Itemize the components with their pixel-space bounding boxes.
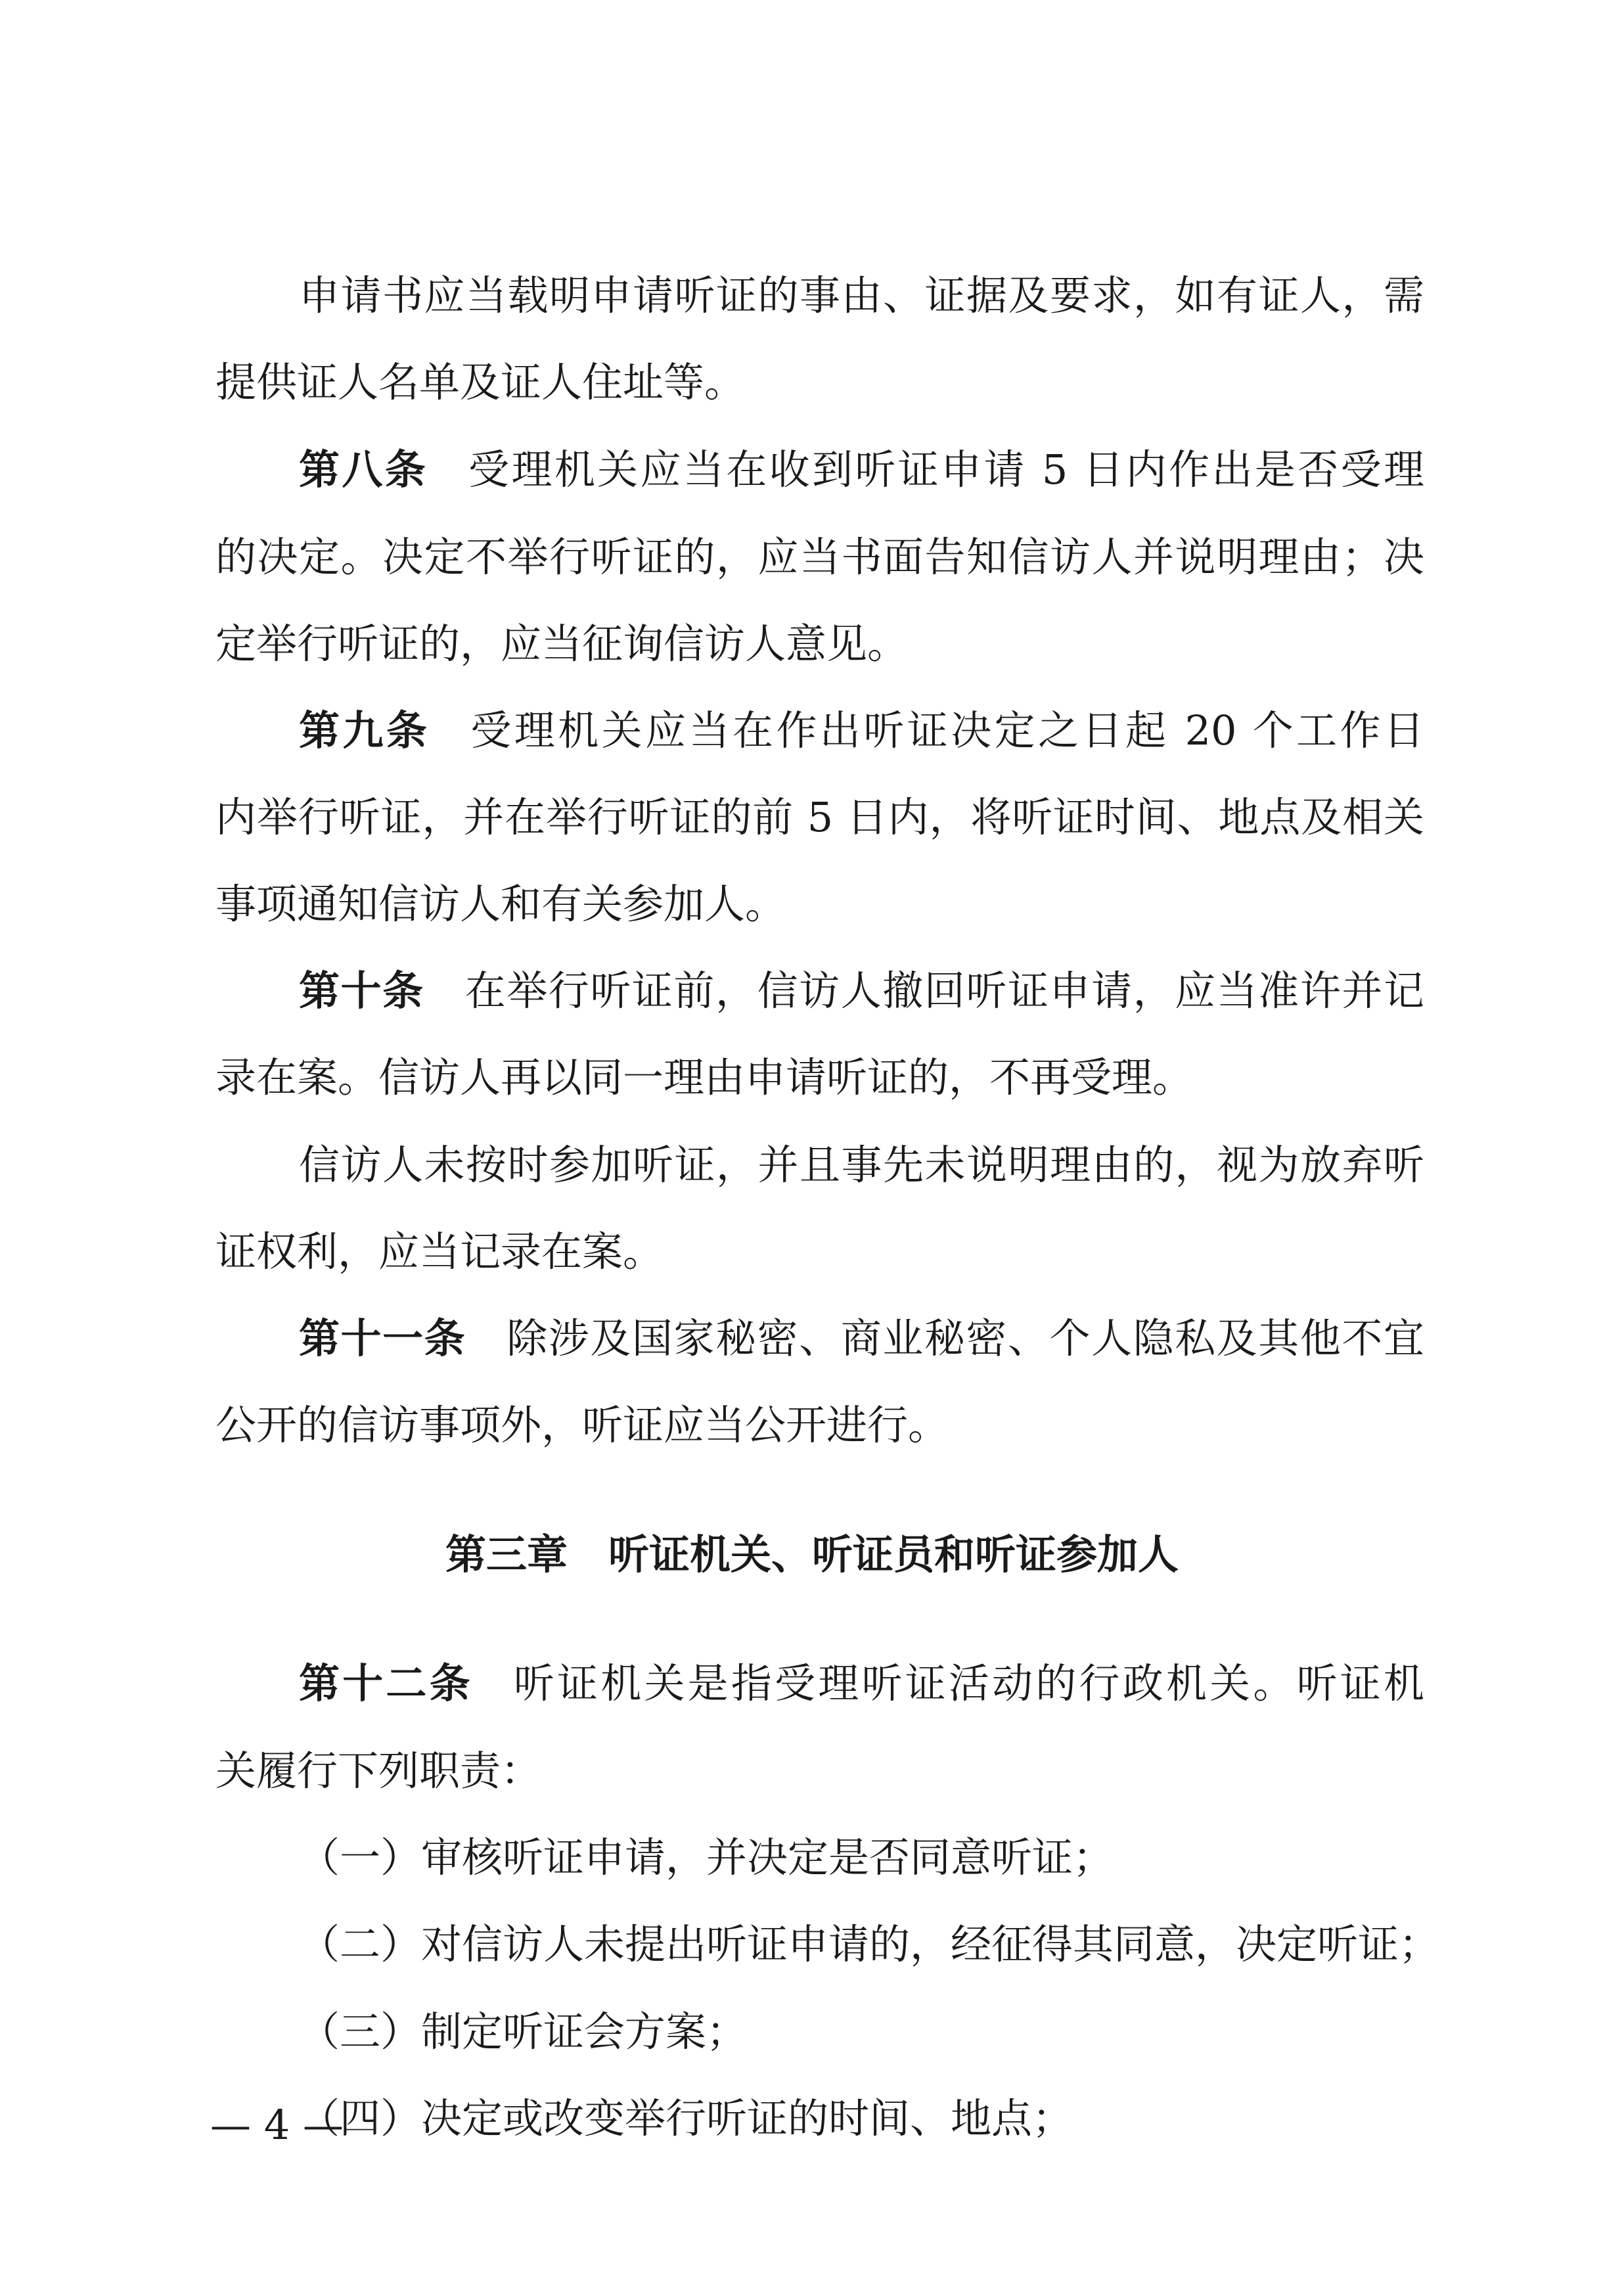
article-11-line (299, 1312, 1424, 1365)
article-label: 第九条 (299, 706, 430, 754)
paragraph-line: 信访人未按时参加听证，并且事先未说明理由的，视为放弃听 (299, 1141, 1424, 1189)
paragraph-line: 提供证人名单及证人住址等。 (215, 358, 746, 406)
paragraph-line: 的决定。决定不举行听证的，应当书面告知信访人并说明理由；决 (215, 533, 1424, 581)
article-label: 第八条 (299, 446, 428, 494)
paragraph-line: 录在案。信访人再以同一理由申请听证的，不再受理。 (215, 1053, 1194, 1101)
article-12-line (299, 1657, 1424, 1710)
list-item: （一）审核听证申请，并决定是否同意听证； (299, 1833, 1114, 1881)
article-label: 第十二条 (299, 1659, 473, 1707)
article-text: 受理机关应当在收到听证申请 5 日内作出是否受理 (468, 446, 1424, 494)
article-text: 受理机关应当在作出听证决定之日起 20 个工作日 (470, 706, 1424, 754)
paragraph-line: 定举行听证的，应当征询信访人意见。 (215, 620, 909, 668)
page-number: — 4 — (210, 2101, 344, 2149)
article-text: 听证机关是指受理听证活动的行政机关。听证机 (513, 1659, 1424, 1707)
article-10-line (299, 965, 1424, 1017)
list-item: （二）对信访人未提出听证申请的，经征得其同意，决定听证； (299, 1920, 1440, 1968)
article-8-line (299, 444, 1424, 496)
article-label: 第十一条 (299, 1314, 466, 1362)
list-item: （三）制定听证会方案； (299, 2008, 748, 2056)
article-label: 第十条 (299, 967, 424, 1015)
article-text: 在举行听证前，信访人撤回听证申请，应当准许并记 (464, 967, 1424, 1015)
paragraph-line: 证权利，应当记录在案。 (215, 1228, 664, 1276)
paragraph-line: 事项通知信访人和有关参加人。 (215, 880, 786, 928)
paragraph-line: 关履行下列职责： (215, 1747, 542, 1795)
list-item: （四）决定或改变举行听证的时间、地点； (299, 2094, 1073, 2142)
chapter-heading: 第三章 听证机关、听证员和听证参加人 (445, 1530, 1179, 1578)
article-text: 除涉及国家秘密、商业秘密、个人隐私及其他不宜 (507, 1314, 1424, 1362)
paragraph-line: 公开的信访事项外，听证应当公开进行。 (215, 1401, 949, 1449)
paragraph-line: 内举行听证，并在举行听证的前 5 日内，将听证时间、地点及相关 (215, 793, 1424, 841)
article-9-line (299, 704, 1424, 757)
paragraph-line: 申请书应当载明申请听证的事由、证据及要求，如有证人，需 (299, 271, 1424, 319)
